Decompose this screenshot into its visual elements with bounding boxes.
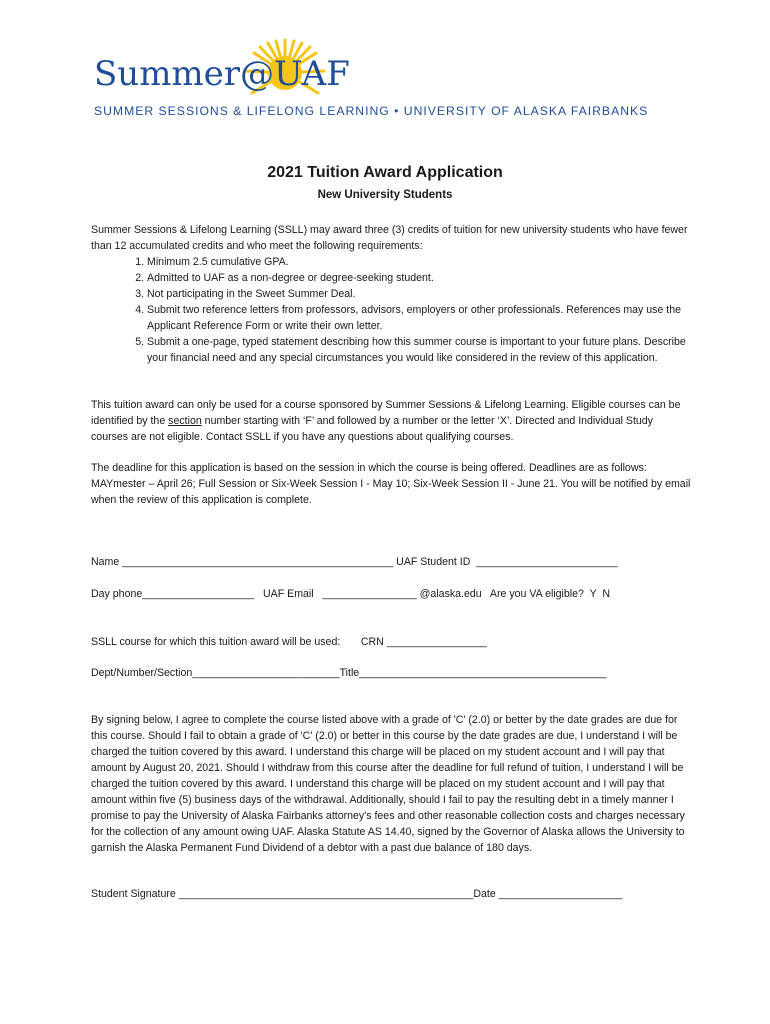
page-subtitle: New University Students [317, 189, 453, 201]
eligibility-paragraph: This tuition award can only be used for a course sponsored by Summer Sessions & Lifelong Learning. Eligible courses can be identified by the section number starting with ‘F’ and followed by a number or the letter ‘X’. Directed and Individual Study courses are not eligible. Contact SSLL if you have any questions about qualifying courses. [91, 399, 681, 443]
deadline-paragraph: The deadline for this application is based on the session in which the course is being offered. Deadlines are as follows: MAYmester – April 26; Full Session or Six-Week Session I - May 10; Six-Week Session II - June 21. You will be notified by email when the review of this application is complete. [91, 462, 691, 506]
requirement-item: 3. Not participating in the Sweet Summer Deal. [147, 286, 691, 302]
requirements-list [91, 254, 691, 366]
logo-tagline: SUMMER SESSIONS & LIFELONG LEARNING • UNIVERSITY OF ALASKA FAIRBANKS [94, 104, 649, 118]
logo-wordmark: Summer@UAF [94, 54, 350, 94]
requirement-item: 5. Submit a one-page, typed statement describing how this summer course is important to your future plans. Describe your financial need and any special circumstances you would like considered in the review of this application. [147, 334, 691, 366]
agreement-paragraph: By signing below, I agree to complete the course listed above with a grade of 'C' (2.0) or better by the date grades are due for this course. Should I fail to obtain a grade of 'C' (2.0) or better in this course by the date grades are due, I understand I will be charged the tuition covered by this award. I understand this charge will be placed on my student account and I will pay that amount by August 20, 2021. Should I withdraw from this course after the deadline for full refund of tuition, I understand I will be charged the tuition covered by this award. I understand this charge will be placed on my student account and I will pay that amount within five (5) business days of the withdrawal. Additionally, should I fail to pay the resulting debt in a timely manner I promise to pay the University of Alaska Fairbanks attorney's fees and other reasonable collection costs and charges necessary for the collection of any amount owing UAF. Alaska Statute AS 14.40, signed by the Governor of Alaska allows the University to garnish the Alaska Permanent Fund Dividend of a debtor with a past due balance of 180 days. [91, 714, 685, 854]
intro-section [91, 222, 691, 366]
summer-uaf-logo [94, 38, 694, 128]
requirement-item: 4. Submit two reference letters from professors, advisors, employers or other professionals. References may use the Applicant Reference Form or write their own letter. [147, 302, 691, 334]
requirement-item: 2. Admitted to UAF as a non-degree or degree-seeking student. [147, 270, 691, 286]
requirement-item: 1. Minimum 2.5 cumulative GPA. [147, 254, 691, 270]
ssll-course-crn-field[interactable]: SSLL course for which this tuition award will be used: CRN _________________ [91, 636, 487, 648]
name-student-id-field[interactable]: Name ______________________________________________ UAF Student ID ________________________ [91, 556, 618, 568]
dept-number-title-field[interactable]: Dept/Number/Section_________________________Title__________________________________________ [91, 667, 607, 679]
phone-email-va-field[interactable]: Day phone___________________ UAF Email ________________ @alaska.edu Are you VA eligible? Y N [91, 588, 611, 600]
intro-text: Summer Sessions & Lifelong Learning (SSLL) may award three (3) credits of tuition for new university students who have fewer than 12 accumulated credits and who meet the following requirements: [91, 224, 688, 252]
signature-date-field[interactable]: Student Signature __________________________________________________Date _____________________ [91, 888, 623, 900]
page-title: 2021 Tuition Award Application [267, 164, 503, 181]
